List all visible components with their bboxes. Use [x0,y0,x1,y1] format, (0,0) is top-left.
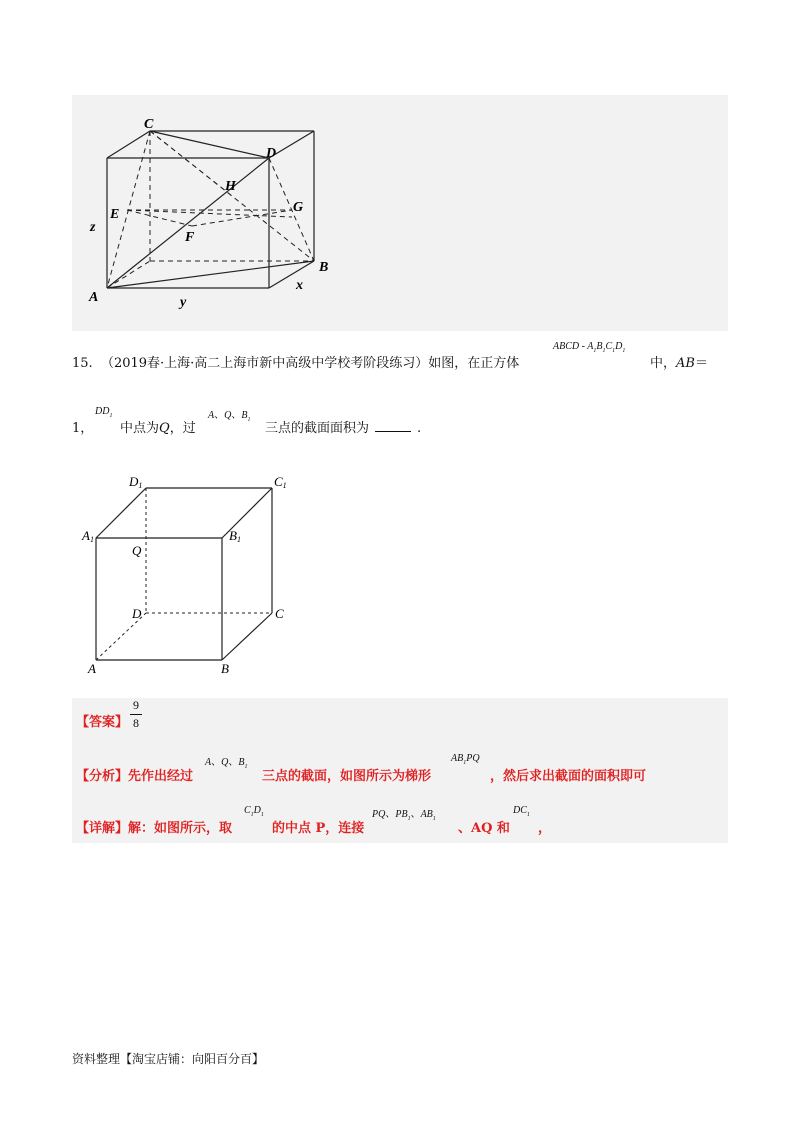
label-B: B [319,260,329,275]
label-A: A [89,290,99,305]
detail-line-mid: 的中点 P，连接 [272,821,365,836]
analysis-line-end: ，然后求出截面的面积即可 [490,769,647,784]
figure-1-box-diagram [72,95,728,331]
question-line-2-mid: 中点为Q，过 [120,421,196,436]
label-C: C [144,117,154,132]
label-C: C [275,606,284,621]
detail-line-end: ， [538,821,552,836]
label-E: E [110,207,120,222]
label-C1: C1 [274,474,287,490]
question-line-1 [72,352,519,371]
answer-blank [375,422,411,432]
label-B1: B1 [229,528,241,544]
label-A1: A1 [82,528,94,544]
label-B: B [221,661,229,676]
label-z: z [90,220,96,235]
dd1-math: $DD_1$ [95,406,113,419]
answer-tag: 【答案】 [76,715,129,730]
footer-source: 资料整理【淘宝店铺：向阳百分百】 [72,1052,265,1066]
label-A: A [88,661,96,676]
question-number: 15. [72,356,93,371]
label-D: D [266,146,277,161]
fraction-denominator: 8 [133,716,139,730]
figure-1-panel [72,95,728,331]
figure-2-cube-diagram [72,470,312,680]
label-y: y [180,295,187,310]
trapezoid-math: $AB_1PQ$ [451,753,480,766]
points-aqb-math: A、Q、$B_1$ [208,410,251,423]
answer-fraction [130,698,142,731]
analysis-line-start: 【分析】先作出经过 [76,769,194,784]
analysis-points-math: A、Q、$B_1$ [205,757,248,770]
dc1-math: $DC_1$ [513,805,530,818]
fraction-numerator: 9 [133,698,139,712]
cube-name: ABCD - $A_1B_1C_1D_1$ [553,341,626,354]
label-G: G [293,200,304,215]
question-line-1-end: 中，AB＝ [650,356,708,371]
label-Q: Q [132,543,142,558]
label-D1: D1 [129,474,143,490]
label-F: F [185,230,195,245]
question-source: （2019春·上海·高二上海市新中高级中学校考阶段练习）如图，在正方体 [100,356,520,371]
question-line-2-end: 三点的截面面积为 . [265,421,422,436]
c1d1-math: $C_1D_1$ [244,805,264,818]
label-x: x [296,278,303,293]
label-H: H [225,179,236,194]
label-D: D [132,606,142,621]
detail-line-start: 【详解】解：如图所示，取 [76,821,233,836]
connect-segments-math: PQ、$PB_1$、$AB_1$ [372,809,436,822]
detail-line-aq: 、AQ 和 [458,821,510,836]
question-line-2-start: 1， [72,421,94,436]
analysis-line-mid: 三点的截面，如图所示为梯形 [262,769,432,784]
